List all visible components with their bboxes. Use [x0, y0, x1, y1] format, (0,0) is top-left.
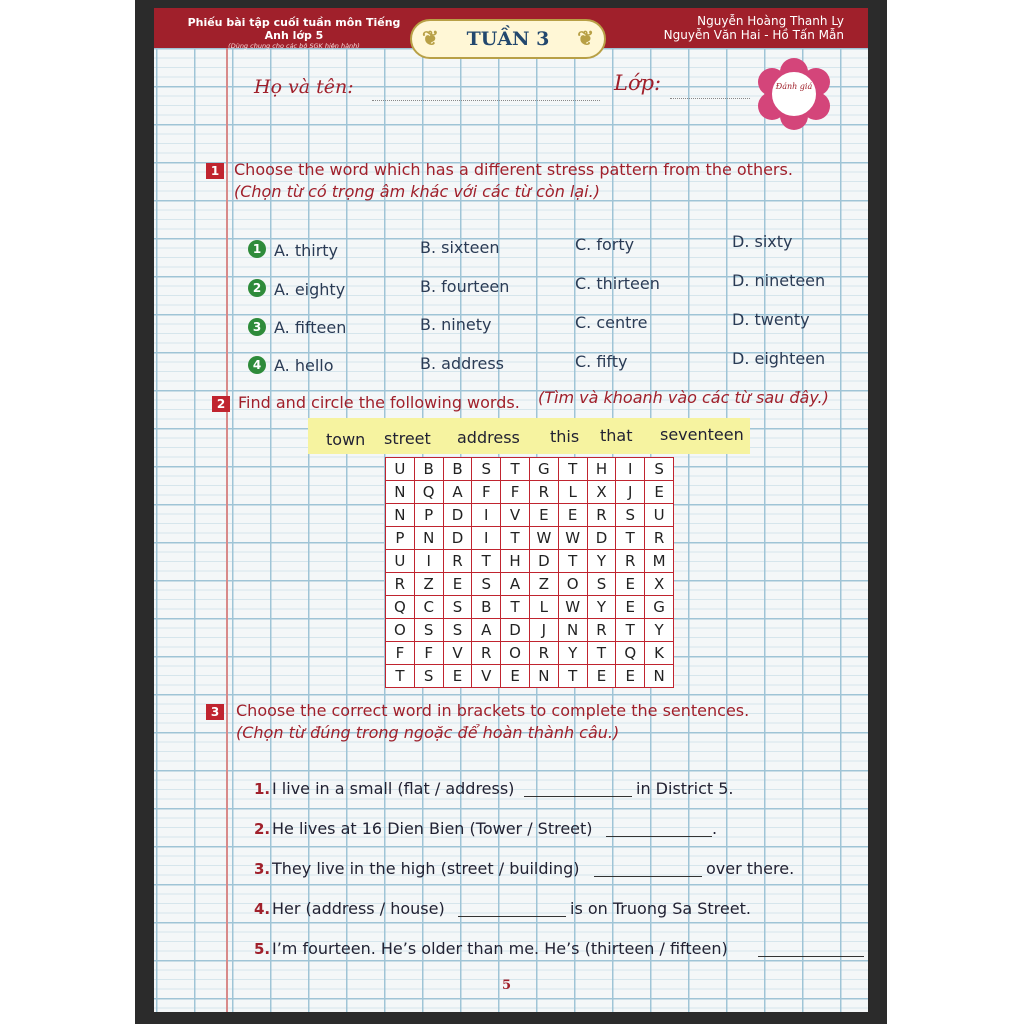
grid-cell[interactable]: Q	[386, 596, 415, 619]
section-2-subtitle: (Tìm và khoanh vào các từ sau đây.)	[538, 388, 829, 407]
grid-cell[interactable]: Y	[645, 619, 674, 642]
grid-row	[386, 481, 674, 504]
name-input-line[interactable]	[372, 100, 600, 101]
grid-cell[interactable]: H	[587, 458, 616, 481]
grid-cell[interactable]: G	[645, 596, 674, 619]
option-b[interactable]: B. fourteen	[420, 277, 510, 296]
option-d[interactable]: D. eighteen	[732, 349, 826, 368]
grid-cell[interactable]: T	[616, 527, 645, 550]
sentence-number: 1.	[254, 780, 271, 798]
class-label: Lớp:	[614, 71, 662, 95]
option-a[interactable]: A. hello	[274, 356, 334, 375]
section-1-subtitle: (Chọn từ có trọng âm khác với các từ còn lại.)	[234, 182, 600, 201]
grid-cell[interactable]: A	[501, 573, 530, 596]
question-number: 1	[248, 240, 266, 258]
word-bank-item: seventeen	[660, 425, 744, 444]
section-1-title: Choose the word which has a different stress pattern from the others.	[234, 160, 793, 179]
grid-cell[interactable]: S	[414, 665, 443, 688]
section-1-number: 1	[206, 163, 224, 179]
grid-cell[interactable]: I	[472, 527, 501, 550]
option-c[interactable]: C. thirteen	[575, 274, 660, 293]
grid-cell[interactable]: C	[414, 596, 443, 619]
header-subtitle: (Dùng chung cho các bộ SGK hiện hành)	[228, 42, 360, 50]
sentence-text: I’m fourteen. He’s older than me. He’s (thirteen / fifteen)	[272, 939, 728, 958]
grid-cell[interactable]: E	[558, 504, 587, 527]
grid-row	[386, 596, 674, 619]
grid-cell[interactable]: E	[645, 481, 674, 504]
grid-cell[interactable]: R	[645, 527, 674, 550]
grid-cell[interactable]: U	[386, 550, 415, 573]
grid-cell[interactable]: P	[386, 527, 415, 550]
section-3-number: 3	[206, 704, 224, 720]
grid-cell[interactable]: B	[443, 458, 472, 481]
grid-cell[interactable]: I	[472, 504, 501, 527]
ornament-left-icon: ❦	[422, 26, 439, 50]
word-bank-item: this	[550, 427, 580, 446]
grid-cell[interactable]: G	[529, 458, 558, 481]
grid-cell[interactable]: E	[616, 573, 645, 596]
grid-cell[interactable]: A	[472, 619, 501, 642]
grid-cell[interactable]: S	[645, 458, 674, 481]
name-label: Họ và tên:	[254, 76, 354, 98]
grid-cell[interactable]: N	[645, 665, 674, 688]
grid-cell[interactable]: A	[443, 481, 472, 504]
sentence-number: 4.	[254, 900, 271, 918]
option-c[interactable]: C. forty	[575, 235, 635, 254]
sentence-number: 2.	[254, 820, 271, 838]
grid-cell[interactable]: O	[386, 619, 415, 642]
grid-cell[interactable]: E	[616, 596, 645, 619]
grid-cell[interactable]: Y	[558, 642, 587, 665]
grid-cell[interactable]: R	[386, 573, 415, 596]
section-3-subtitle: (Chọn từ đúng trong ngoặc để hoàn thành câu.)	[236, 723, 620, 742]
answer-blank[interactable]	[594, 876, 702, 877]
question-number: 2	[248, 279, 266, 297]
grade-badge	[758, 58, 830, 130]
grid-cell[interactable]: J	[616, 481, 645, 504]
sentence-ending: is on Truong Sa Street.	[570, 899, 751, 918]
answer-blank[interactable]	[606, 836, 712, 837]
grid-cell[interactable]: R	[472, 642, 501, 665]
week-label: TUẦN 3	[466, 28, 550, 50]
grid-cell[interactable]: D	[529, 550, 558, 573]
grid-cell[interactable]: S	[616, 504, 645, 527]
grid-cell[interactable]: X	[645, 573, 674, 596]
grid-cell[interactable]: B	[414, 458, 443, 481]
option-a[interactable]: A. eighty	[274, 280, 346, 299]
grid-cell[interactable]: T	[558, 550, 587, 573]
grid-cell[interactable]: R	[587, 619, 616, 642]
question-number: 3	[248, 318, 266, 336]
section-3-title: Choose the correct word in brackets to complete the sentences.	[236, 701, 750, 720]
grid-cell[interactable]: D	[501, 619, 530, 642]
grid-cell[interactable]: R	[529, 642, 558, 665]
word-search-grid[interactable]	[385, 457, 674, 688]
worksheet-page	[154, 8, 868, 1012]
week-badge	[410, 19, 606, 59]
section-2-number: 2	[212, 396, 230, 412]
grid-cell[interactable]: Q	[414, 481, 443, 504]
grid-cell[interactable]: E	[587, 665, 616, 688]
grid-cell[interactable]: S	[472, 573, 501, 596]
grid-row	[386, 504, 674, 527]
grid-cell[interactable]: E	[501, 665, 530, 688]
grid-cell[interactable]: S	[472, 458, 501, 481]
grid-cell[interactable]: J	[529, 619, 558, 642]
sentence-text: Her (address / house)	[272, 899, 445, 918]
grid-cell[interactable]: F	[501, 481, 530, 504]
sentence-text: They live in the high (street / building)	[272, 859, 580, 878]
grid-cell[interactable]: V	[472, 665, 501, 688]
grid-cell[interactable]: R	[529, 481, 558, 504]
grid-row	[386, 665, 674, 688]
option-c[interactable]: C. centre	[575, 313, 648, 332]
header-authors	[664, 14, 844, 42]
grid-cell[interactable]: Y	[587, 596, 616, 619]
grid-cell[interactable]: R	[616, 550, 645, 573]
sentence-ending: over there.	[706, 859, 795, 878]
grid-cell[interactable]: T	[587, 642, 616, 665]
grid-cell[interactable]: U	[645, 504, 674, 527]
author-2: Nguyễn Văn Hai - Hồ Tấn Mẫn	[663, 28, 844, 42]
answer-blank[interactable]	[458, 916, 566, 917]
option-d[interactable]: D. nineteen	[732, 271, 826, 290]
grid-cell[interactable]: S	[443, 596, 472, 619]
grid-cell[interactable]: F	[414, 642, 443, 665]
grid-cell[interactable]: F	[472, 481, 501, 504]
word-bank-item: address	[457, 428, 520, 447]
grid-cell[interactable]: R	[587, 504, 616, 527]
grid-cell[interactable]: E	[529, 504, 558, 527]
grid-cell[interactable]: N	[529, 665, 558, 688]
option-b[interactable]: B. address	[420, 354, 505, 373]
grid-cell[interactable]: Z	[529, 573, 558, 596]
grid-cell[interactable]: T	[616, 619, 645, 642]
grid-cell[interactable]: W	[558, 596, 587, 619]
grid-cell[interactable]: P	[414, 504, 443, 527]
grid-row	[386, 619, 674, 642]
class-input-line[interactable]	[670, 98, 750, 99]
sentence-ending: .	[712, 819, 718, 838]
grid-cell[interactable]: L	[558, 481, 587, 504]
grid-cell[interactable]: I	[414, 550, 443, 573]
grid-cell[interactable]: U	[386, 458, 415, 481]
grid-row	[386, 458, 674, 481]
grid-cell[interactable]: W	[558, 527, 587, 550]
grid-cell[interactable]: V	[501, 504, 530, 527]
grid-cell[interactable]: M	[645, 550, 674, 573]
author-1: Nguyễn Hoàng Thanh Ly	[697, 14, 844, 28]
grid-cell[interactable]: W	[529, 527, 558, 550]
grid-cell[interactable]: H	[501, 550, 530, 573]
grid-cell[interactable]: X	[587, 481, 616, 504]
grid-cell[interactable]: T	[501, 596, 530, 619]
section-2-title: Find and circle the following words.	[238, 393, 520, 412]
grid-cell[interactable]: N	[414, 527, 443, 550]
ornament-right-icon: ❦	[577, 26, 594, 50]
grid-cell[interactable]: B	[472, 596, 501, 619]
grid-cell[interactable]: R	[443, 550, 472, 573]
grid-cell[interactable]: T	[472, 550, 501, 573]
question-number: 4	[248, 356, 266, 374]
answer-blank[interactable]	[524, 796, 632, 797]
sentence-number: 3.	[254, 860, 271, 878]
grid-row	[386, 550, 674, 573]
sentence-text: He lives at 16 Dien Bien (Tower / Street)	[272, 819, 593, 838]
option-b[interactable]: B. sixteen	[420, 238, 500, 257]
grid-cell[interactable]: O	[501, 642, 530, 665]
grid-cell[interactable]: Z	[414, 573, 443, 596]
grid-cell[interactable]: T	[501, 458, 530, 481]
grid-cell[interactable]: S	[587, 573, 616, 596]
option-d[interactable]: D. sixty	[732, 232, 793, 251]
grade-label: Đánh giá	[770, 70, 818, 118]
option-d[interactable]: D. twenty	[732, 310, 810, 329]
grid-row	[386, 642, 674, 665]
option-b[interactable]: B. ninety	[420, 315, 492, 334]
grid-cell[interactable]: E	[443, 573, 472, 596]
grid-cell[interactable]: L	[529, 596, 558, 619]
grid-cell[interactable]: N	[386, 481, 415, 504]
answer-blank[interactable]	[758, 956, 864, 957]
option-a[interactable]: A. fifteen	[274, 318, 347, 337]
grid-row	[386, 527, 674, 550]
word-bank-item: street	[384, 429, 431, 448]
word-bank	[308, 418, 750, 454]
grid-cell[interactable]: N	[558, 619, 587, 642]
grid-cell[interactable]: E	[616, 665, 645, 688]
grid-row	[386, 573, 674, 596]
page-number: 5	[502, 978, 512, 993]
header-left	[174, 16, 414, 50]
grid-cell[interactable]: K	[645, 642, 674, 665]
grid-cell[interactable]: T	[501, 527, 530, 550]
margin-line	[226, 8, 228, 1012]
grid-cell[interactable]: T	[558, 665, 587, 688]
grid-cell[interactable]: T	[386, 665, 415, 688]
grid-cell[interactable]: D	[587, 527, 616, 550]
grid-cell[interactable]: D	[443, 504, 472, 527]
grid-cell[interactable]: O	[558, 573, 587, 596]
grid-cell[interactable]: E	[443, 665, 472, 688]
word-bank-item: that	[600, 426, 633, 445]
option-c[interactable]: C. fifty	[575, 352, 628, 371]
option-a[interactable]: A. thirty	[274, 241, 339, 260]
sentence-ending: in District 5.	[636, 779, 734, 798]
grid-cell[interactable]: Q	[616, 642, 645, 665]
header-title: Phiếu bài tập cuối tuần môn Tiếng Anh lớp 5	[187, 16, 401, 42]
grid-cell[interactable]: I	[616, 458, 645, 481]
grid-cell[interactable]: F	[386, 642, 415, 665]
grid-cell[interactable]: N	[386, 504, 415, 527]
grid-cell[interactable]: T	[558, 458, 587, 481]
grid-cell[interactable]: Y	[587, 550, 616, 573]
grid-cell[interactable]: V	[443, 642, 472, 665]
word-bank-item: town	[326, 430, 366, 449]
grid-cell[interactable]: S	[443, 619, 472, 642]
grid-cell[interactable]: S	[414, 619, 443, 642]
sentence-number: 5.	[254, 940, 271, 958]
sentence-text: I live in a small (flat / address)	[272, 779, 515, 798]
grid-cell[interactable]: D	[443, 527, 472, 550]
